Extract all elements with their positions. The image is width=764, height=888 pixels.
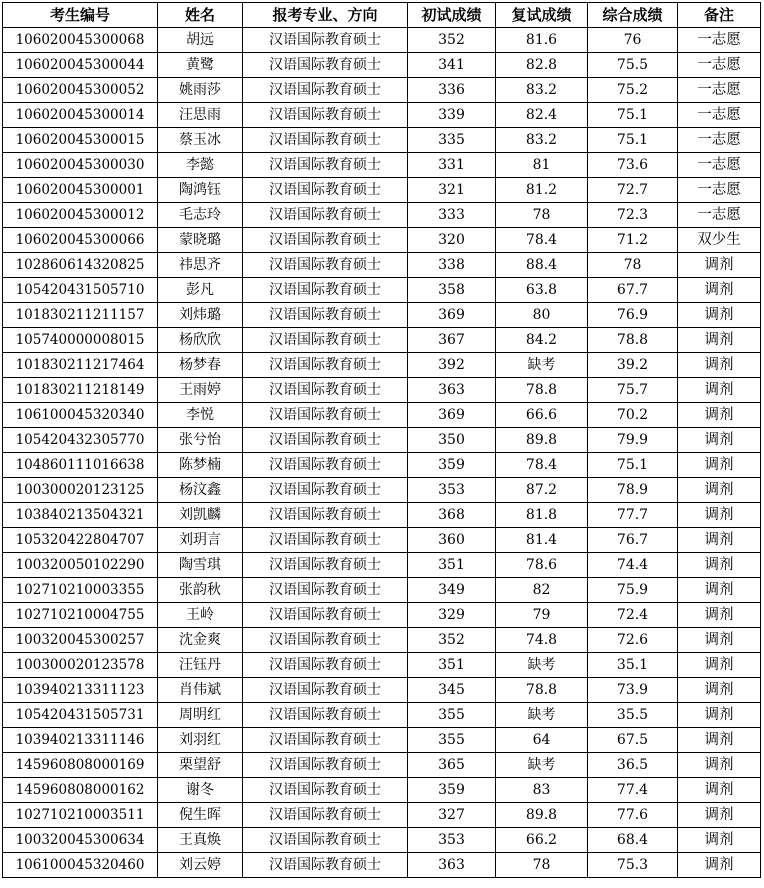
candidate-id-cell: 145960808000169 bbox=[3, 753, 158, 778]
header-major: 报考专业、方向 bbox=[243, 3, 408, 28]
retest-score-cell: 63.8 bbox=[496, 278, 588, 303]
name-cell: 祎思齐 bbox=[158, 253, 243, 278]
overall-score-cell: 76.7 bbox=[588, 528, 678, 553]
table-row bbox=[3, 728, 761, 753]
table-row bbox=[3, 778, 761, 803]
candidate-id-cell: 106020045300012 bbox=[3, 203, 158, 228]
overall-score-cell: 73.9 bbox=[588, 678, 678, 703]
overall-score-cell: 75.5 bbox=[588, 53, 678, 78]
overall-score-cell: 72.3 bbox=[588, 203, 678, 228]
table-row bbox=[3, 453, 761, 478]
remark-cell: 调剂 bbox=[678, 603, 761, 628]
candidate-id-cell: 105420431505731 bbox=[3, 703, 158, 728]
table-row bbox=[3, 753, 761, 778]
major-cell: 汉语国际教育硕士 bbox=[243, 428, 408, 453]
initial-score-cell: 350 bbox=[408, 428, 496, 453]
initial-score-cell: 368 bbox=[408, 503, 496, 528]
candidate-id-cell: 101830211211157 bbox=[3, 303, 158, 328]
overall-score-cell: 75.1 bbox=[588, 453, 678, 478]
name-cell: 肖伟斌 bbox=[158, 678, 243, 703]
initial-score-cell: 359 bbox=[408, 453, 496, 478]
retest-score-cell: 缺考 bbox=[496, 653, 588, 678]
name-cell: 汪钰丹 bbox=[158, 653, 243, 678]
overall-score-cell: 72.6 bbox=[588, 628, 678, 653]
major-cell: 汉语国际教育硕士 bbox=[243, 328, 408, 353]
name-cell: 李懿 bbox=[158, 153, 243, 178]
candidate-id-cell: 100320050102290 bbox=[3, 553, 158, 578]
initial-score-cell: 345 bbox=[408, 678, 496, 703]
remark-cell: 调剂 bbox=[678, 428, 761, 453]
table-row bbox=[3, 153, 761, 178]
initial-score-cell: 329 bbox=[408, 603, 496, 628]
candidate-id-cell: 101830211217464 bbox=[3, 353, 158, 378]
major-cell: 汉语国际教育硕士 bbox=[243, 553, 408, 578]
major-cell: 汉语国际教育硕士 bbox=[243, 103, 408, 128]
candidate-id-cell: 105420431505710 bbox=[3, 278, 158, 303]
name-cell: 蒙晓璐 bbox=[158, 228, 243, 253]
major-cell: 汉语国际教育硕士 bbox=[243, 478, 408, 503]
major-cell: 汉语国际教育硕士 bbox=[243, 78, 408, 103]
table-row bbox=[3, 503, 761, 528]
remark-cell: 调剂 bbox=[678, 253, 761, 278]
remark-cell: 一志愿 bbox=[678, 28, 761, 53]
overall-score-cell: 79.9 bbox=[588, 428, 678, 453]
table-row bbox=[3, 303, 761, 328]
header-initial-score: 初试成绩 bbox=[408, 3, 496, 28]
initial-score-cell: 331 bbox=[408, 153, 496, 178]
candidate-id-cell: 100300020123578 bbox=[3, 653, 158, 678]
major-cell: 汉语国际教育硕士 bbox=[243, 628, 408, 653]
name-cell: 胡远 bbox=[158, 28, 243, 53]
major-cell: 汉语国际教育硕士 bbox=[243, 353, 408, 378]
retest-score-cell: 81 bbox=[496, 153, 588, 178]
initial-score-cell: 363 bbox=[408, 853, 496, 878]
initial-score-cell: 355 bbox=[408, 703, 496, 728]
major-cell: 汉语国际教育硕士 bbox=[243, 128, 408, 153]
major-cell: 汉语国际教育硕士 bbox=[243, 178, 408, 203]
remark-cell: 一志愿 bbox=[678, 53, 761, 78]
overall-score-cell: 77.7 bbox=[588, 503, 678, 528]
remark-cell: 调剂 bbox=[678, 628, 761, 653]
initial-score-cell: 338 bbox=[408, 253, 496, 278]
overall-score-cell: 75.9 bbox=[588, 578, 678, 603]
name-cell: 王雨婷 bbox=[158, 378, 243, 403]
major-cell: 汉语国际教育硕士 bbox=[243, 503, 408, 528]
name-cell: 汪思雨 bbox=[158, 103, 243, 128]
major-cell: 汉语国际教育硕士 bbox=[243, 453, 408, 478]
candidate-id-cell: 102710210004755 bbox=[3, 603, 158, 628]
table-row bbox=[3, 353, 761, 378]
header-row bbox=[3, 3, 761, 28]
retest-score-cell: 78.4 bbox=[496, 228, 588, 253]
overall-score-cell: 36.5 bbox=[588, 753, 678, 778]
initial-score-cell: 335 bbox=[408, 128, 496, 153]
initial-score-cell: 351 bbox=[408, 653, 496, 678]
table-row bbox=[3, 228, 761, 253]
initial-score-cell: 353 bbox=[408, 828, 496, 853]
major-cell: 汉语国际教育硕士 bbox=[243, 153, 408, 178]
initial-score-cell: 360 bbox=[408, 528, 496, 553]
candidate-id-cell: 106020045300052 bbox=[3, 78, 158, 103]
name-cell: 彭凡 bbox=[158, 278, 243, 303]
table-row bbox=[3, 578, 761, 603]
overall-score-cell: 75.1 bbox=[588, 103, 678, 128]
remark-cell: 调剂 bbox=[678, 303, 761, 328]
name-cell: 王真焕 bbox=[158, 828, 243, 853]
remark-cell: 调剂 bbox=[678, 503, 761, 528]
initial-score-cell: 341 bbox=[408, 53, 496, 78]
initial-score-cell: 349 bbox=[408, 578, 496, 603]
initial-score-cell: 351 bbox=[408, 553, 496, 578]
retest-score-cell: 82.8 bbox=[496, 53, 588, 78]
table-row bbox=[3, 528, 761, 553]
retest-score-cell: 83.2 bbox=[496, 128, 588, 153]
candidate-id-cell: 100320045300257 bbox=[3, 628, 158, 653]
name-cell: 周明红 bbox=[158, 703, 243, 728]
remark-cell: 调剂 bbox=[678, 478, 761, 503]
name-cell: 沈金爽 bbox=[158, 628, 243, 653]
retest-score-cell: 78 bbox=[496, 203, 588, 228]
major-cell: 汉语国际教育硕士 bbox=[243, 653, 408, 678]
table-row bbox=[3, 253, 761, 278]
name-cell: 刘羽红 bbox=[158, 728, 243, 753]
table-row bbox=[3, 128, 761, 153]
table-row bbox=[3, 428, 761, 453]
retest-score-cell: 66.6 bbox=[496, 403, 588, 428]
major-cell: 汉语国际教育硕士 bbox=[243, 678, 408, 703]
initial-score-cell: 392 bbox=[408, 353, 496, 378]
retest-score-cell: 64 bbox=[496, 728, 588, 753]
retest-score-cell: 78 bbox=[496, 853, 588, 878]
candidate-id-cell: 106020045300068 bbox=[3, 28, 158, 53]
major-cell: 汉语国际教育硕士 bbox=[243, 53, 408, 78]
retest-score-cell: 78.8 bbox=[496, 378, 588, 403]
initial-score-cell: 369 bbox=[408, 403, 496, 428]
major-cell: 汉语国际教育硕士 bbox=[243, 603, 408, 628]
remark-cell: 调剂 bbox=[678, 403, 761, 428]
candidate-id-cell: 104860111016638 bbox=[3, 453, 158, 478]
table-row bbox=[3, 628, 761, 653]
candidate-id-cell: 106020045300044 bbox=[3, 53, 158, 78]
candidate-id-cell: 103840213504321 bbox=[3, 503, 158, 528]
remark-cell: 一志愿 bbox=[678, 178, 761, 203]
name-cell: 刘炜璐 bbox=[158, 303, 243, 328]
table-row bbox=[3, 678, 761, 703]
retest-score-cell: 78.6 bbox=[496, 553, 588, 578]
table-row bbox=[3, 53, 761, 78]
initial-score-cell: 327 bbox=[408, 803, 496, 828]
initial-score-cell: 363 bbox=[408, 378, 496, 403]
header-overall-score: 综合成绩 bbox=[588, 3, 678, 28]
major-cell: 汉语国际教育硕士 bbox=[243, 278, 408, 303]
remark-cell: 调剂 bbox=[678, 778, 761, 803]
overall-score-cell: 75.3 bbox=[588, 853, 678, 878]
table-row bbox=[3, 553, 761, 578]
retest-score-cell: 81.8 bbox=[496, 503, 588, 528]
name-cell: 刘凯麟 bbox=[158, 503, 243, 528]
candidate-id-cell: 145960808000162 bbox=[3, 778, 158, 803]
major-cell: 汉语国际教育硕士 bbox=[243, 253, 408, 278]
table-body bbox=[3, 28, 761, 878]
overall-score-cell: 67.7 bbox=[588, 278, 678, 303]
overall-score-cell: 74.4 bbox=[588, 553, 678, 578]
overall-score-cell: 70.2 bbox=[588, 403, 678, 428]
candidate-id-cell: 103940213311146 bbox=[3, 728, 158, 753]
name-cell: 黄鹭 bbox=[158, 53, 243, 78]
remark-cell: 调剂 bbox=[678, 853, 761, 878]
name-cell: 李悦 bbox=[158, 403, 243, 428]
remark-cell: 调剂 bbox=[678, 453, 761, 478]
candidate-id-cell: 102860614320825 bbox=[3, 253, 158, 278]
remark-cell: 一志愿 bbox=[678, 78, 761, 103]
major-cell: 汉语国际教育硕士 bbox=[243, 853, 408, 878]
initial-score-cell: 336 bbox=[408, 78, 496, 103]
retest-score-cell: 79 bbox=[496, 603, 588, 628]
name-cell: 倪生晖 bbox=[158, 803, 243, 828]
retest-score-cell: 84.2 bbox=[496, 328, 588, 353]
overall-score-cell: 78.9 bbox=[588, 478, 678, 503]
overall-score-cell: 71.2 bbox=[588, 228, 678, 253]
retest-score-cell: 83.2 bbox=[496, 78, 588, 103]
candidate-id-cell: 103940213311123 bbox=[3, 678, 158, 703]
retest-score-cell: 89.8 bbox=[496, 803, 588, 828]
candidate-id-cell: 100300020123125 bbox=[3, 478, 158, 503]
table-row bbox=[3, 78, 761, 103]
table-row bbox=[3, 403, 761, 428]
name-cell: 姚雨莎 bbox=[158, 78, 243, 103]
candidate-id-cell: 106020045300001 bbox=[3, 178, 158, 203]
major-cell: 汉语国际教育硕士 bbox=[243, 753, 408, 778]
overall-score-cell: 67.5 bbox=[588, 728, 678, 753]
name-cell: 蔡玉冰 bbox=[158, 128, 243, 153]
table-row bbox=[3, 853, 761, 878]
retest-score-cell: 83 bbox=[496, 778, 588, 803]
remark-cell: 调剂 bbox=[678, 803, 761, 828]
major-cell: 汉语国际教育硕士 bbox=[243, 703, 408, 728]
remark-cell: 调剂 bbox=[678, 353, 761, 378]
candidate-id-cell: 105740000008015 bbox=[3, 328, 158, 353]
remark-cell: 一志愿 bbox=[678, 153, 761, 178]
overall-score-cell: 78.8 bbox=[588, 328, 678, 353]
name-cell: 杨汶鑫 bbox=[158, 478, 243, 503]
major-cell: 汉语国际教育硕士 bbox=[243, 403, 408, 428]
major-cell: 汉语国际教育硕士 bbox=[243, 28, 408, 53]
candidate-id-cell: 102710210003355 bbox=[3, 578, 158, 603]
remark-cell: 一志愿 bbox=[678, 203, 761, 228]
table-row bbox=[3, 278, 761, 303]
overall-score-cell: 35.1 bbox=[588, 653, 678, 678]
major-cell: 汉语国际教育硕士 bbox=[243, 778, 408, 803]
initial-score-cell: 352 bbox=[408, 628, 496, 653]
retest-score-cell: 87.2 bbox=[496, 478, 588, 503]
candidate-id-cell: 106020045300066 bbox=[3, 228, 158, 253]
overall-score-cell: 75.1 bbox=[588, 128, 678, 153]
table-row bbox=[3, 203, 761, 228]
retest-score-cell: 80 bbox=[496, 303, 588, 328]
initial-score-cell: 320 bbox=[408, 228, 496, 253]
overall-score-cell: 76.9 bbox=[588, 303, 678, 328]
name-cell: 杨梦春 bbox=[158, 353, 243, 378]
overall-score-cell: 78 bbox=[588, 253, 678, 278]
name-cell: 杨欣欣 bbox=[158, 328, 243, 353]
overall-score-cell: 77.6 bbox=[588, 803, 678, 828]
candidate-id-cell: 106100045320340 bbox=[3, 403, 158, 428]
candidate-id-cell: 105420432305770 bbox=[3, 428, 158, 453]
name-cell: 张韵秋 bbox=[158, 578, 243, 603]
name-cell: 陶雪琪 bbox=[158, 553, 243, 578]
remark-cell: 调剂 bbox=[678, 528, 761, 553]
overall-score-cell: 39.2 bbox=[588, 353, 678, 378]
candidate-id-cell: 106100045320460 bbox=[3, 853, 158, 878]
major-cell: 汉语国际教育硕士 bbox=[243, 578, 408, 603]
name-cell: 王岭 bbox=[158, 603, 243, 628]
retest-score-cell: 82 bbox=[496, 578, 588, 603]
header-remark: 备注 bbox=[678, 3, 761, 28]
overall-score-cell: 75.7 bbox=[588, 378, 678, 403]
major-cell: 汉语国际教育硕士 bbox=[243, 828, 408, 853]
table-row bbox=[3, 178, 761, 203]
initial-score-cell: 353 bbox=[408, 478, 496, 503]
name-cell: 刘玥言 bbox=[158, 528, 243, 553]
initial-score-cell: 352 bbox=[408, 28, 496, 53]
retest-score-cell: 82.4 bbox=[496, 103, 588, 128]
retest-score-cell: 缺考 bbox=[496, 703, 588, 728]
retest-score-cell: 66.2 bbox=[496, 828, 588, 853]
retest-score-cell: 78.8 bbox=[496, 678, 588, 703]
remark-cell: 调剂 bbox=[678, 828, 761, 853]
remark-cell: 调剂 bbox=[678, 553, 761, 578]
major-cell: 汉语国际教育硕士 bbox=[243, 203, 408, 228]
overall-score-cell: 76 bbox=[588, 28, 678, 53]
overall-score-cell: 68.4 bbox=[588, 828, 678, 853]
name-cell: 陈梦楠 bbox=[158, 453, 243, 478]
table-row bbox=[3, 803, 761, 828]
initial-score-cell: 365 bbox=[408, 753, 496, 778]
header-retest-score: 复试成绩 bbox=[496, 3, 588, 28]
remark-cell: 双少生 bbox=[678, 228, 761, 253]
remark-cell: 调剂 bbox=[678, 753, 761, 778]
candidate-id-cell: 105320422804707 bbox=[3, 528, 158, 553]
remark-cell: 调剂 bbox=[678, 278, 761, 303]
major-cell: 汉语国际教育硕士 bbox=[243, 803, 408, 828]
table-row bbox=[3, 703, 761, 728]
overall-score-cell: 72.7 bbox=[588, 178, 678, 203]
candidate-id-cell: 106020045300015 bbox=[3, 128, 158, 153]
name-cell: 谢冬 bbox=[158, 778, 243, 803]
overall-score-cell: 73.6 bbox=[588, 153, 678, 178]
remark-cell: 一志愿 bbox=[678, 128, 761, 153]
initial-score-cell: 355 bbox=[408, 728, 496, 753]
remark-cell: 调剂 bbox=[678, 678, 761, 703]
major-cell: 汉语国际教育硕士 bbox=[243, 228, 408, 253]
retest-score-cell: 缺考 bbox=[496, 353, 588, 378]
retest-score-cell: 89.8 bbox=[496, 428, 588, 453]
remark-cell: 调剂 bbox=[678, 728, 761, 753]
initial-score-cell: 321 bbox=[408, 178, 496, 203]
table-row bbox=[3, 328, 761, 353]
table-row bbox=[3, 28, 761, 53]
header-name: 姓名 bbox=[158, 3, 243, 28]
candidate-id-cell: 101830211218149 bbox=[3, 378, 158, 403]
name-cell: 毛志玲 bbox=[158, 203, 243, 228]
initial-score-cell: 369 bbox=[408, 303, 496, 328]
retest-score-cell: 81.6 bbox=[496, 28, 588, 53]
overall-score-cell: 77.4 bbox=[588, 778, 678, 803]
admission-results-table bbox=[2, 2, 761, 878]
retest-score-cell: 78.4 bbox=[496, 453, 588, 478]
table-row bbox=[3, 378, 761, 403]
remark-cell: 调剂 bbox=[678, 328, 761, 353]
major-cell: 汉语国际教育硕士 bbox=[243, 303, 408, 328]
remark-cell: 一志愿 bbox=[678, 103, 761, 128]
table-row bbox=[3, 478, 761, 503]
major-cell: 汉语国际教育硕士 bbox=[243, 378, 408, 403]
retest-score-cell: 74.8 bbox=[496, 628, 588, 653]
retest-score-cell: 缺考 bbox=[496, 753, 588, 778]
name-cell: 栗望舒 bbox=[158, 753, 243, 778]
initial-score-cell: 367 bbox=[408, 328, 496, 353]
major-cell: 汉语国际教育硕士 bbox=[243, 528, 408, 553]
table-row bbox=[3, 603, 761, 628]
name-cell: 刘云婷 bbox=[158, 853, 243, 878]
table-row bbox=[3, 828, 761, 853]
candidate-id-cell: 102710210003511 bbox=[3, 803, 158, 828]
candidate-id-cell: 100320045300634 bbox=[3, 828, 158, 853]
name-cell: 陶鸿钰 bbox=[158, 178, 243, 203]
header-candidate-id: 考生编号 bbox=[3, 3, 158, 28]
candidate-id-cell: 106020045300014 bbox=[3, 103, 158, 128]
remark-cell: 调剂 bbox=[678, 378, 761, 403]
remark-cell: 调剂 bbox=[678, 578, 761, 603]
table-row bbox=[3, 103, 761, 128]
initial-score-cell: 339 bbox=[408, 103, 496, 128]
remark-cell: 调剂 bbox=[678, 703, 761, 728]
candidate-id-cell: 106020045300030 bbox=[3, 153, 158, 178]
retest-score-cell: 81.2 bbox=[496, 178, 588, 203]
overall-score-cell: 75.2 bbox=[588, 78, 678, 103]
remark-cell: 调剂 bbox=[678, 653, 761, 678]
overall-score-cell: 72.4 bbox=[588, 603, 678, 628]
overall-score-cell: 35.5 bbox=[588, 703, 678, 728]
initial-score-cell: 358 bbox=[408, 278, 496, 303]
retest-score-cell: 81.4 bbox=[496, 528, 588, 553]
initial-score-cell: 333 bbox=[408, 203, 496, 228]
table-row bbox=[3, 653, 761, 678]
major-cell: 汉语国际教育硕士 bbox=[243, 728, 408, 753]
retest-score-cell: 88.4 bbox=[496, 253, 588, 278]
name-cell: 张兮怡 bbox=[158, 428, 243, 453]
initial-score-cell: 359 bbox=[408, 778, 496, 803]
